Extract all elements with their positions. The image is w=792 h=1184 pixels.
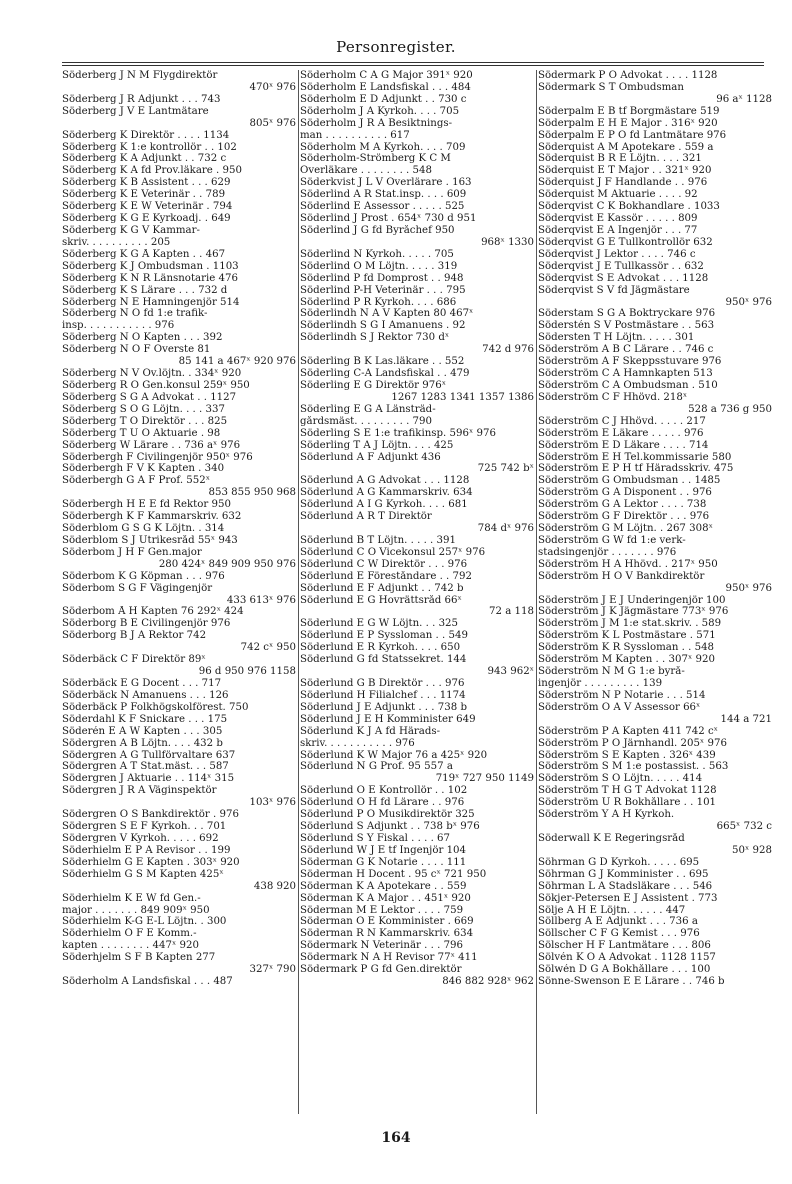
register-entry: Söderberg K Direktör . . . . 1134 <box>62 129 230 141</box>
register-entry: Söderquist E T Major . . 321ˣ 920 <box>538 165 712 177</box>
register-entry: Söderberg K E Veterinär . . 789 <box>62 189 226 201</box>
register-entry: Söderhielm O F E Komm.- <box>62 928 197 940</box>
page-number: 164 <box>381 1130 411 1146</box>
register-entry: Söderström K L Postmästare . 571 <box>538 630 716 642</box>
register-entry: Södersten T H Löjtn. . . . . 301 <box>538 332 695 344</box>
register-entry: Söderholm-Strömberg K C M <box>300 153 451 165</box>
register-entry: Södergren V Kyrkoh. . . . . 692 <box>62 833 219 844</box>
register-entry: Söderman H Docent . 95 cˣ 721 950 <box>300 868 487 880</box>
register-entry: Söderlund E F Adjunkt . . 742 b <box>300 582 464 594</box>
register-entry: Söderström C A Ombudsman . 510 <box>538 379 718 391</box>
register-entry: Söderström G Ombudsman . . 1485 <box>538 475 721 487</box>
register-entry: Söderlind P R Kyrkoh. . . . 686 <box>300 296 457 308</box>
register-entry: Söderlind A R Stat.insp. . . . 609 <box>300 189 467 201</box>
register-entry: Söderberg J N M Flygdirektör <box>62 70 218 81</box>
register-entry: Söderbäck E G Docent . . . 717 <box>62 678 222 690</box>
register-entry: Söderberg N E Hamningenjör 514 <box>62 296 240 308</box>
register-entry: 96 aˣ 1128 <box>716 93 772 105</box>
register-entry: 103ˣ 976 <box>249 797 296 809</box>
register-entry: Södergren O S Bankdirektör . 976 <box>62 809 239 821</box>
register-entry: 470ˣ 976 <box>249 81 296 93</box>
register-entry: Söderbom K G Köpman . . . 976 <box>62 570 225 582</box>
header-rule-bottom <box>62 65 764 66</box>
register-entry: Söderqvist E A Ingenjör . . . 77 <box>538 224 698 236</box>
register-entry: Söderhielm G E Kapten . 303ˣ 920 <box>62 856 240 868</box>
register-entry: Söderlund K J A fd Härads- <box>300 725 441 737</box>
register-entry: 72 a 118 <box>489 606 534 618</box>
register-entry: 950ˣ 976 <box>725 582 772 594</box>
register-entry: Söderholm M A Kyrkoh. . . . 709 <box>300 141 466 153</box>
register-entry: Söderström N P Notarie . . . 514 <box>538 689 706 701</box>
register-entry: Sönne-Swenson E E Lärare . . 746 b <box>538 976 725 988</box>
register-entry: Söderström G W fd 1:e verk- <box>538 534 686 546</box>
column-divider-2 <box>536 70 537 1114</box>
register-entry: 85 141 a 467ˣ 920 976 <box>178 356 296 368</box>
register-entry: Söderberg W Lärare . . 736 aˣ 976 <box>62 439 241 451</box>
register-entry: Söderström E D Läkare . . . . 714 <box>538 439 709 451</box>
register-entry: Södergren J R A Väginspektör <box>62 785 217 797</box>
register-entry: 950ˣ 976 <box>725 296 772 308</box>
register-entry: Söderström C A Hamnkapten 513 <box>538 368 713 380</box>
register-entry: Söderlund H Filialchef . . . 1174 <box>300 689 466 701</box>
register-entry: 665ˣ 732 c <box>716 821 772 833</box>
register-entry: Söderborg B E Civilingenjör 976 <box>62 618 231 630</box>
register-entry: Söderlund A G Advokat . . . 1128 <box>300 475 470 487</box>
register-entry: Söderlund W J E tf Ingenjör 104 <box>300 844 467 856</box>
register-entry: Söderbergh F V K Kapten . 340 <box>62 463 225 475</box>
register-entry: Söderlund E P Syssloman . . 549 <box>300 630 468 642</box>
register-entry: Söderlind J Prost . 654ˣ 730 d 951 <box>300 213 477 225</box>
register-entry: Söderberg K S Lärare . . . 732 d <box>62 284 228 296</box>
register-entry: Södermark S T Ombudsman <box>538 81 684 93</box>
register-entry: Södergren A T Stat.mäst. . . 587 <box>62 761 229 773</box>
register-entry: Söderberg S O G Löjtn. . . . 337 <box>62 403 225 415</box>
register-entry: Söderbergh K F Kammarskriv. 632 <box>62 511 242 523</box>
page-title: Personregister. <box>336 38 456 56</box>
register-entry: Söderblom S J Utrikesråd 55ˣ 943 <box>62 534 238 546</box>
register-entry: Söderman O E Komminister . 669 <box>300 916 474 928</box>
register-entry: Söderberg N O fd 1:e trafik- <box>62 308 208 320</box>
register-entry: Söderlund J E Adjunkt . . . 738 b <box>300 701 467 713</box>
register-entry: Söderman R N Kammarskriv. 634 <box>300 928 474 940</box>
register-entry: Söderpalm E B tf Borgmästare 519 <box>538 105 720 117</box>
register-entry: Söderling E G Direktör 976ˣ <box>300 379 447 391</box>
register-entry: ingenjör . . . . . . . . . 139 <box>538 678 663 690</box>
register-entry: Södergren S E F Kyrkoh. . . 701 <box>62 821 227 833</box>
register-entry: Söderström H O V Bankdirektör <box>538 570 705 582</box>
register-entry: Söderberg N V Öv.löjtn. . 334ˣ 920 <box>62 368 242 380</box>
register-entry: Söderlund S Y Fiskal . . . . 67 <box>300 833 451 844</box>
register-column-3 <box>538 70 774 988</box>
register-entry: Söllscher C F G Kemist . . . 976 <box>538 928 700 940</box>
register-entry: Söderlind E Assessor . . . . . 525 <box>300 201 465 213</box>
register-entry: Söderhielm E P A Revisor . . 199 <box>62 844 231 856</box>
register-entry: Söderhielm G S M Kapten 425ˣ <box>62 868 224 880</box>
register-entry: Söderbäck P Folkhögskolförest. 750 <box>62 701 249 713</box>
register-entry: Söderström K R Syssloman . . 548 <box>538 642 715 654</box>
register-entry: Söderström H A Hhövd. . 217ˣ 950 <box>538 558 718 570</box>
register-entry: Söderström J K Jägmästare 773ˣ 976 <box>538 606 729 618</box>
register-entry: Söderström T H G T Advokat 1128 <box>538 785 717 797</box>
register-entry: Söderberg N O Kapten . . . 392 <box>62 332 223 344</box>
register-entry: Söderhjelm S F B Kapten 277 <box>62 952 216 964</box>
register-entry: Söllberg A E Adjunkt . . . 736 a <box>538 916 698 928</box>
register-entry: Söhrman L A Stadsläkare . . . 546 <box>538 880 713 892</box>
register-entry: 1267 1283 1341 1357 1386 <box>391 391 534 403</box>
register-entry: 96 d 950 976 1158 <box>198 666 296 678</box>
register-entry: Söderqvist E Kassör . . . . . 809 <box>538 213 698 225</box>
register-entry: Söderström G A Disponent . . 976 <box>538 487 712 499</box>
register-entry: Söderberg T U O Aktuarie . 98 <box>62 427 221 439</box>
register-entry: Söderström A B C Lärare . . 746 c <box>538 344 714 356</box>
register-entry: Söderborg B J A Rektor 742 <box>62 630 207 642</box>
register-entry: Söderlund N G Prof. 95 557 a <box>300 761 453 773</box>
register-entry: Söderström G M Löjtn. . 267 308ˣ <box>538 523 713 535</box>
register-entry: Söderlindh S J Rektor 730 dˣ <box>300 332 450 344</box>
register-entry: 719ˣ 727 950 1149 <box>435 773 534 785</box>
register-entry: Söderbom S G F Vägingenjör <box>62 582 213 594</box>
register-entry: skriv. . . . . . . . . . 205 <box>62 236 171 248</box>
register-entry: Söderlund O E Kontrollör . . 102 <box>300 785 468 797</box>
register-entry: Söderström U R Bokhållare . . 101 <box>538 797 717 809</box>
register-entry: Söderlind P-H Veterinär . . . 795 <box>300 284 466 296</box>
register-entry: Söderlind N Kyrkoh. . . . . 705 <box>300 248 454 260</box>
register-entry: Söderblom G S G K Löjtn. . 314 <box>62 523 225 535</box>
register-entry: Söderbergh H E E fd Rektor 950 <box>62 499 231 511</box>
register-entry: Söderström Y A H Kyrkoh. <box>538 809 675 821</box>
register-entry: Söderström M Kapten . . 307ˣ 920 <box>538 654 715 666</box>
register-entry: Söderlund A R T Direktör <box>300 511 432 523</box>
register-entry: Söderlind J G fd Byråchef 950 <box>300 224 455 236</box>
register-entry: Söderberg K B Assistent . . . 629 <box>62 177 231 189</box>
register-entry: Överläkare . . . . . . . . 548 <box>300 165 432 177</box>
register-entry: Södergren A G Tullförvaltare 637 <box>62 749 236 761</box>
register-entry: Söderström J M 1:e stat.skriv. . 589 <box>538 618 722 630</box>
register-entry: Södermark P G fd Gen.direktör <box>300 964 462 976</box>
register-entry: Söderlund E G Hovrättsråd 66ˣ <box>300 594 462 606</box>
register-entry: 144 a 721 <box>720 713 772 725</box>
register-entry: Söderling S E 1:e trafikinsp. 596ˣ 976 <box>300 427 496 439</box>
register-entry: Söderman K A Major . . 451ˣ 920 <box>300 892 471 904</box>
register-entry: Söderström P O Järnhandl. 205ˣ 976 <box>538 737 727 749</box>
register-entry: Söderpalm E P O fd Lantmätare 976 <box>538 129 727 141</box>
register-entry: Söderlund J E H Komminister 649 <box>300 713 476 725</box>
register-entry: Söderqvist J E Tullkassör . . 632 <box>538 260 704 272</box>
register-entry: Söderkvist J L V Överlärare . 163 <box>300 177 472 189</box>
register-entry: Söderman K A Apotekare . . 559 <box>300 880 467 892</box>
register-entry: Söderling C-A Landsfiskal . . 479 <box>300 368 470 380</box>
header-rule-top <box>62 62 764 63</box>
register-entry: Söderberg K E W Veterinär . 794 <box>62 201 233 213</box>
register-entry: 742 d 976 <box>482 344 534 356</box>
register-entry: Söderqvist S E Advokat . . . 1128 <box>538 272 709 284</box>
register-entry: Sölvén K O A Advokat . 1128 1157 <box>538 952 716 964</box>
register-entry: Söderström G F Direktör . . . 976 <box>538 511 710 523</box>
register-entry: Söderhielm K E W fd Gen.- <box>62 892 201 904</box>
register-entry: Söderström A F Skeppsstuvare 976 <box>538 356 722 368</box>
register-entry: Söderström N M G 1:e byrå- <box>538 666 685 678</box>
register-entry: Söderholm E Landsfiskal . . . 484 <box>300 81 471 93</box>
register-entry: Söderlund B T Löjtn. . . . . 391 <box>300 534 456 546</box>
register-entry: Söderlund C W Direktör . . . 976 <box>300 558 468 570</box>
register-entry: major . . . . . . . 849 909ˣ 950 <box>62 904 210 916</box>
register-entry: 846 882 928ˣ 962 <box>442 976 534 988</box>
register-entry: Söderlind O M Löjtn. . . . . 319 <box>300 260 458 272</box>
register-entry: Söderbom Å H Kapten 76 292ˣ 424 <box>62 606 244 618</box>
register-entry: Söderhielm K-G E-L Löjtn. . 300 <box>62 916 227 928</box>
register-entry: Söderlund S Adjunkt . . 738 bˣ 976 <box>300 821 480 833</box>
register-entry: Söderlindh N A V Kapten 80 467ˣ <box>300 308 474 320</box>
register-entry: Söderbäck N Amanuens . . . 126 <box>62 689 229 701</box>
register-entry: Söderbäck C F Direktör 89ˣ <box>62 654 206 666</box>
register-entry: Söderman M E Lektor . . . . 759 <box>300 904 464 916</box>
register-entry: Söderberg N O F Överste 81 <box>62 344 211 356</box>
register-entry: Söderström P A Kapten 411 742 cˣ <box>538 725 718 737</box>
register-entry: Söderberg J V E Lantmätare <box>62 105 209 117</box>
register-entry: 433 613ˣ 976 <box>226 594 296 606</box>
register-entry: Söderlund E R Kyrkoh. . . . 650 <box>300 642 461 654</box>
column-divider-1 <box>298 70 299 1114</box>
register-entry: Söderwall K E Regeringsråd <box>538 833 685 844</box>
register-entry: Söderling B K Las.läkare . . 552 <box>300 356 465 368</box>
register-entry: 968ˣ 1330 <box>481 236 534 248</box>
register-entry: Södermark N Veterinär . . . 796 <box>300 940 464 952</box>
register-entry: Söderholm C A G Major 391ˣ 920 <box>300 70 473 81</box>
register-entry: Söderström S M 1:e postassist. . 563 <box>538 761 729 773</box>
register-entry: Söderström C F Hhövd. 218ˣ <box>538 391 688 403</box>
register-entry: Söderberg K N R Länsnotarie 476 <box>62 272 238 284</box>
register-entry: Söderström E Läkare . . . . . 976 <box>538 427 704 439</box>
register-entry: Söderstam S G A Boktryckare 976 <box>538 308 716 320</box>
register-column-1 <box>62 70 298 988</box>
register-entry: Söderman G K Notarie . . . . 111 <box>300 856 467 868</box>
register-entry: Södermark N A H Revisor 77ˣ 411 <box>300 952 478 964</box>
register-entry: Söderqvist S V fd Jägmästare <box>538 284 690 296</box>
register-entry: Söderström C J Hhövd. . . . . 217 <box>538 415 706 427</box>
register-entry: Söderquist A M Apotekare . 559 a <box>538 141 714 153</box>
register-entry: Söderqvist J Lektor . . . . 746 c <box>538 248 696 260</box>
register-column-2 <box>300 70 536 988</box>
register-entry: Söderström S O Löjtn. . . . . 414 <box>538 773 703 785</box>
register-entry: Söderström G A Lektor . . . . 738 <box>538 499 707 511</box>
register-entry: Söderdahl K F Snickare . . . 175 <box>62 713 228 725</box>
register-entry: Söderling T A J Löjtn. . . . 425 <box>300 439 454 451</box>
register-entry: skriv. . . . . . . . . . . 976 <box>300 737 415 749</box>
register-entry: Söderlund P O Musikdirektör 325 <box>300 809 475 821</box>
register-entry: Söderlindh S G I Amanuens . 92 <box>300 320 466 332</box>
register-entry: Söderlund A G Kammarskriv. 634 <box>300 487 473 499</box>
register-entry: Söderberg J R Adjunkt . . . 743 <box>62 93 221 105</box>
register-entry: Söderlund A I G Kyrkoh. . . . 681 <box>300 499 468 511</box>
register-entry: Söderlund E G W Löjtn. . . 325 <box>300 618 459 630</box>
register-entry: Söderquist J F Handlande . . 976 <box>538 177 708 189</box>
register-entry: 805ˣ 976 <box>249 117 296 129</box>
register-entry: Söderlund G fd Statssekret. 144 <box>300 654 467 666</box>
register-entry: Söderbom J H F Gen.major <box>62 546 202 558</box>
register-entry: Södergren J Aktuarie . . 114ˣ 315 <box>62 773 235 785</box>
register-entry: Söderlind P fd Domprost . . 948 <box>300 272 464 284</box>
register-entry: Södergren A B Löjtn. . . . 432 b <box>62 737 223 749</box>
register-entry: Söderström J E J Underingenjör 100 <box>538 594 726 606</box>
register-entry: Söderpalm E H E Major . 316ˣ 920 <box>538 117 718 129</box>
register-entry: Sölje A H E Löjtn. . . . . . 447 <box>538 904 686 916</box>
register-entry: Söderlund O H fd Lärare . . 976 <box>300 797 465 809</box>
register-entry: Söderberg K G V Kammar- <box>62 224 200 236</box>
register-entry: 50ˣ 928 <box>732 844 772 856</box>
register-entry: Söderquist M Aktuarie . . . . 92 <box>538 189 698 201</box>
register-entry: Söderquist B R E Löjtn. . . . 321 <box>538 153 702 165</box>
register-entry: Söderholm J R A Besiktnings- <box>300 117 453 129</box>
register-entry: Söderberg K G E Kyrkoadj. . 649 <box>62 213 231 225</box>
register-entry: 280 424ˣ 849 909 950 976 <box>158 558 296 570</box>
register-entry: Söderberg K J Ombudsman . 1103 <box>62 260 239 272</box>
register-entry: 438 920 <box>253 880 296 892</box>
register-entry: Sölscher H F Lantmätare . . . 806 <box>538 940 711 952</box>
register-entry: Söderberg K A fd Prov.läkare . 950 <box>62 165 242 177</box>
register-entry: Söderholm J A Kyrkoh. . . . 705 <box>300 105 460 117</box>
register-entry: Söderström E P H tf Häradsskriv. 475 <box>538 463 734 475</box>
register-entry: 725 742 bˣ <box>477 463 534 475</box>
register-entry: Söderling E G A Länsträd- <box>300 403 436 415</box>
register-entry: 853 855 950 968 <box>208 487 296 499</box>
register-entry: Söderbergh G A F Prof. 552ˣ <box>62 475 211 487</box>
register-entry: kapten . . . . . . . . 447ˣ 920 <box>62 940 199 952</box>
register-entry: Söderberg T O Direktör . . . 825 <box>62 415 228 427</box>
register-entry: 528 a 736 g 950 <box>688 403 772 415</box>
register-entry: 742 cˣ 950 <box>240 642 296 654</box>
register-entry: Söderqvist G E Tullkontrollör 632 <box>538 236 713 248</box>
register-entry: Söderén E A W Kapten . . . 305 <box>62 725 223 737</box>
register-entry: 327ˣ 790 <box>249 964 296 976</box>
register-entry: Söderström O A V Assessor 66ˣ <box>538 701 701 713</box>
register-entry: Söderholm E D Adjunkt . . 730 c <box>300 93 467 105</box>
register-entry: insp. . . . . . . . . . . 976 <box>62 320 175 332</box>
register-entry: 943 962ˣ <box>487 666 534 678</box>
register-entry: Sökjer-Petersen E J Assistent . 773 <box>538 892 718 904</box>
register-entry: man . . . . . . . . . . 617 <box>300 129 410 141</box>
register-entry: Söderström S E Kapten . 326ˣ 439 <box>538 749 716 761</box>
register-entry: Söhrman G J Komminister . . 695 <box>538 868 709 880</box>
register-entry: gårdsmäst. . . . . . . . . 790 <box>300 415 433 427</box>
register-entry: Söderlund K W Major 76 a 425ˣ 920 <box>300 749 488 761</box>
register-entry: Söderberg R O Gen.konsul 259ˣ 950 <box>62 379 250 391</box>
register-entry: Söhrman G D Kyrkoh. . . . . 695 <box>538 856 700 868</box>
register-entry: Söderlund C O Vicekonsul 257ˣ 976 <box>300 546 486 558</box>
register-entry: Söderberg K G Å Kapten . . 467 <box>62 248 226 260</box>
register-entry: Söderqvist C K Bokhandlare . 1033 <box>538 201 720 213</box>
register-entry: Sölwén D G A Bokhållare . . . 100 <box>538 964 711 976</box>
register-entry: Söderström E H Tel.kommissarie 580 <box>538 451 732 463</box>
register-entry: Söderberg S G A Advokat . . 1127 <box>62 391 237 403</box>
register-entry: Söderbergh F Civilingenjör 950ˣ 976 <box>62 451 253 463</box>
register-entry: 784 dˣ 976 <box>477 523 534 535</box>
register-entry: Söderlund A F Adjunkt 436 <box>300 451 441 463</box>
register-entry: Södermark P O Advokat . . . . 1128 <box>538 70 718 81</box>
register-entry: Söderberg K A Adjunkt . . 732 c <box>62 153 227 165</box>
register-entry: Söderlund G B Direktör . . . 976 <box>300 678 465 690</box>
register-entry: Söderstén S V Postmästare . . 563 <box>538 320 715 332</box>
register-entry: Söderberg K 1:e kontrollör . . 102 <box>62 141 237 153</box>
register-entry: Söderholm A Landsfiskal . . . 487 <box>62 976 233 988</box>
register-entry: stadsingenjör . . . . . . . 976 <box>538 546 677 558</box>
register-entry: Söderlund E Föreståndare . . 792 <box>300 570 472 582</box>
